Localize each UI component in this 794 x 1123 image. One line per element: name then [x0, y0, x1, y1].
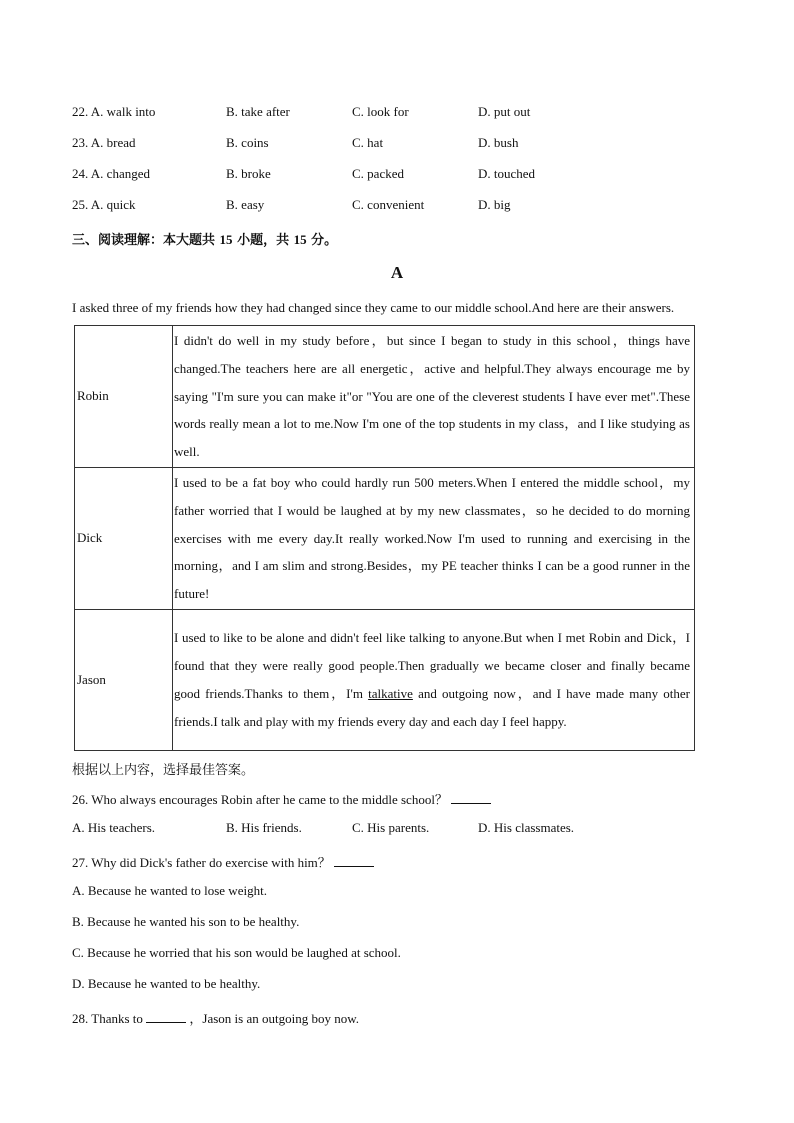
question-stem-before: 28. Thanks to	[72, 1011, 143, 1026]
answer-blank	[334, 855, 374, 867]
underlined-word: talkative	[368, 685, 413, 701]
question-stem: 26. Who always encourages Robin after he came to the middle school？	[72, 792, 448, 807]
question-28	[72, 1008, 359, 1027]
option-d: D. put out	[478, 104, 531, 119]
score-count: 15	[293, 232, 307, 247]
passage-title: A	[390, 263, 404, 282]
option-c: C. hat	[352, 135, 384, 150]
question-27	[72, 852, 374, 871]
question-count: 15	[219, 232, 233, 247]
option-a: 22. A. walk into	[72, 104, 156, 119]
friend-name: Robin	[75, 326, 173, 468]
option-b: B. coins	[226, 135, 269, 150]
option-a: 23. A. bread	[72, 135, 136, 150]
option-b: B. take after	[226, 104, 290, 119]
option-a: A. His teachers.	[72, 820, 156, 835]
option-d: D. big	[478, 197, 511, 212]
table-row	[75, 609, 695, 750]
option-d: D. touched	[478, 166, 536, 181]
section-heading	[72, 229, 337, 248]
option-d: D. His classmates.	[478, 820, 575, 835]
option-d: D. bush	[478, 135, 519, 150]
option-a: A. Because he wanted to lose weight.	[72, 883, 267, 898]
option-c: C. Because he worried that his son would be laughed at school.	[72, 945, 401, 960]
question-26	[72, 789, 491, 808]
option-c: C. His parents.	[352, 820, 430, 835]
section-mid: 小题，共	[237, 233, 290, 248]
answer-blank	[146, 1011, 186, 1023]
option-c: C. packed	[352, 166, 404, 181]
answer-text-before: I used to like to be alone and didn't feel like talking to anyone.But when I met Robin and Dick，I found that they were really good people.Then gradually we became closer and finally became good friends.Thanks to them，I'm	[174, 630, 690, 701]
option-b: B. easy	[226, 197, 265, 212]
option-c: C. look for	[352, 104, 409, 119]
friend-answer: I didn't do well in my study before，but since I began to study in this school，things have changed.The teachers here are all energetic，active and helpful.They always encourage me by saying "I'm sure you can make it"or "You are one of the cleverest students I have ever met".These words really mean a lot to me.Now I'm one of the top students in my class，and I like studying as well.	[173, 326, 695, 468]
option-a: 25. A. quick	[72, 197, 136, 212]
option-a: 24. A. changed	[72, 166, 150, 181]
friend-name: Jason	[75, 609, 173, 750]
option-b: B. Because he wanted his son to be healthy.	[72, 914, 300, 929]
friend-name: Dick	[75, 467, 173, 609]
section-suffix: 分。	[311, 233, 338, 248]
passage-intro: I asked three of my friends how they had changed since they came to our middle school.And here are their answers.	[72, 300, 675, 315]
option-d: D. Because he wanted to be healthy.	[72, 976, 261, 991]
friend-answer	[173, 609, 695, 750]
section-prefix: 三、阅读理解：本大题共	[72, 233, 216, 248]
option-b: B. His friends.	[226, 820, 302, 835]
option-c: C. convenient	[352, 197, 425, 212]
table-row	[75, 326, 695, 468]
friends-table	[74, 325, 695, 751]
instruction: 根据以上内容，选择最佳答案。	[72, 763, 255, 778]
question-stem-after: ，Jason is an outgoing boy now.	[189, 1011, 360, 1026]
question-stem: 27. Why did Dick's father do exercise with him？	[72, 855, 331, 870]
answer-blank	[451, 792, 491, 804]
friend-answer: I used to be a fat boy who could hardly run 500 meters.When I entered the middle school，my father worried that I would be laughed at by my new classmates，so he decided to do morning exercises with me every day.It really worked.Now I'm used to running and exercising in the morning，and I am slim and strong.Besides，my PE teacher thinks I can be a good runner in the future!	[173, 467, 695, 609]
option-b: B. broke	[226, 166, 271, 181]
answer-text-after: and outgoing now，and I have made many other friends.I talk and play with my friends every day and each day I feel happy.	[174, 685, 691, 729]
table-row	[75, 467, 695, 609]
